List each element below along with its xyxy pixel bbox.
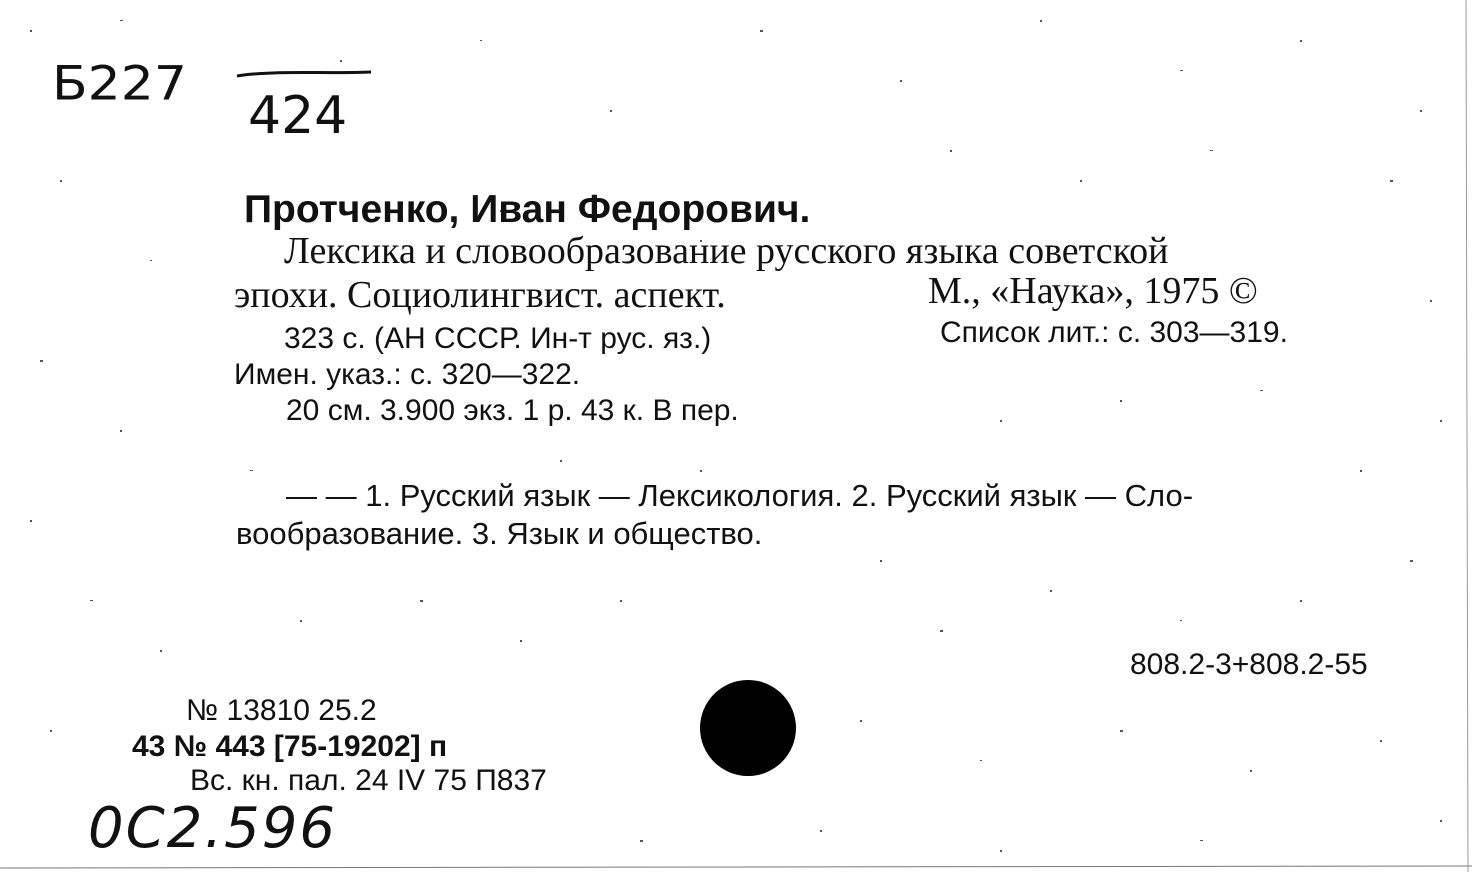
imprint-line-3: Вс. кн. пал. 24 IV 75 П837 bbox=[190, 764, 547, 797]
title-line-2-a: эпохи. Социолингвист. аспект. bbox=[234, 274, 726, 316]
author-heading: Протченко, Иван Федорович. bbox=[244, 188, 811, 231]
bibliography-note: Список лит.: с. 303—319. bbox=[940, 316, 1288, 349]
size-print-run-price: 20 см. 3.900 экз. 1 р. 43 к. В пер. bbox=[286, 394, 739, 427]
shelfmark-fraction-bar bbox=[235, 68, 375, 82]
classification-number: 808.2-3+808.2-55 bbox=[1130, 648, 1368, 681]
index-note: Имен. указ.: с. 320—322. bbox=[234, 358, 581, 391]
shelfmark-denominator: 424 bbox=[248, 86, 348, 146]
punch-hole bbox=[700, 680, 796, 776]
subject-tracings-line-1: — — 1. Русский язык — Лексикология. 2. Русский язык — Сло- bbox=[286, 478, 1194, 513]
inventory-number: 0С2.596 bbox=[88, 796, 338, 861]
publication-statement: М., «Наука», 1975 © bbox=[928, 270, 1258, 312]
shelfmark-numerator: Б227 bbox=[52, 57, 187, 111]
imprint-line-1: № 13810 25.2 bbox=[186, 694, 377, 727]
collation-pages: 323 с. (АН СССР. Ин-т рус. яз.) bbox=[284, 322, 712, 355]
imprint-line-2: 43 № 443 [75-19202] п bbox=[132, 730, 448, 763]
subject-tracings-line-2: вообразование. 3. Язык и общество. bbox=[236, 516, 763, 551]
shelfmark bbox=[50, 48, 350, 148]
title-line-1: Лексика и словообразование русского языка советской bbox=[284, 230, 1169, 272]
